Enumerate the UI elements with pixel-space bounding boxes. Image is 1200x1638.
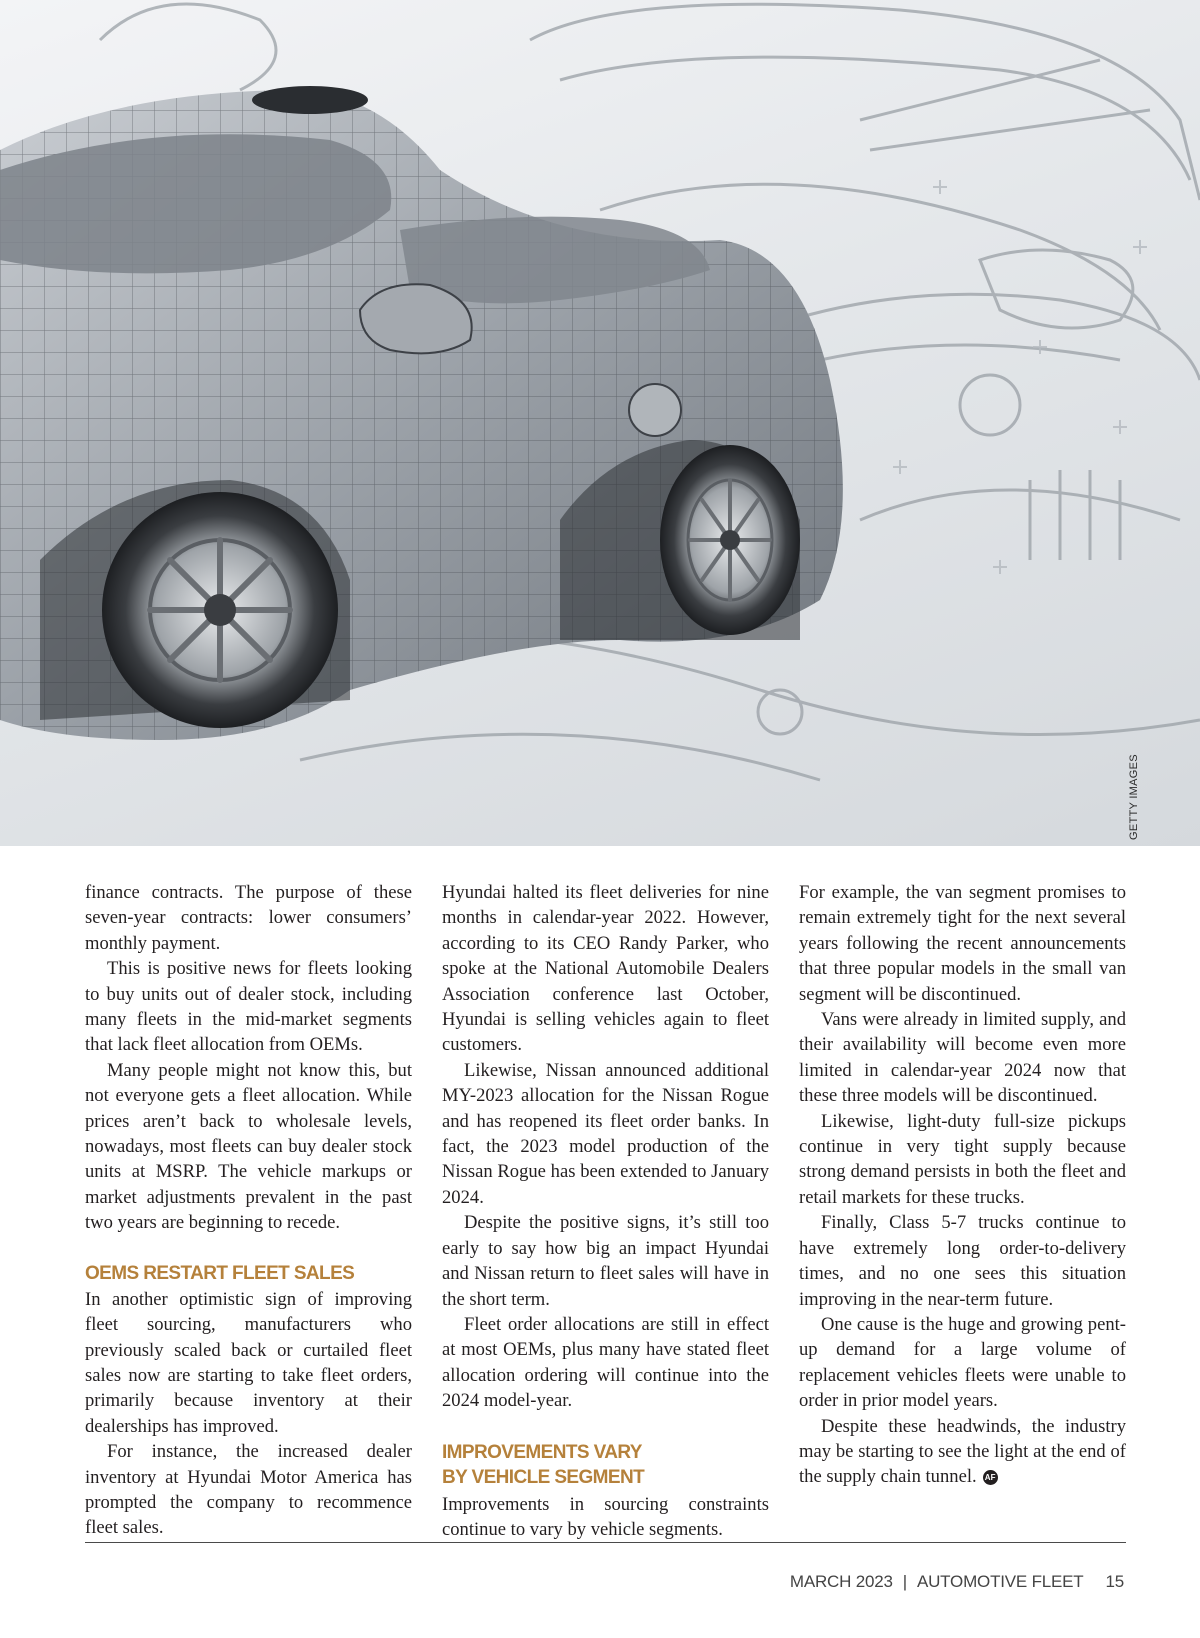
article-column-2 <box>442 880 769 1542</box>
section-heading-line-2: BY VEHICLE SEGMENT <box>442 1466 645 1488</box>
paragraph: This is positive news for fleets looking to buy units out of dealer stock, including many fleets in the mid-market segments that lack fleet allocation from OEMs. <box>85 958 412 1056</box>
paragraph: Likewise, light-duty full-size pickups continue in very tight supply because strong demand persists in both the fleet and retail markets for these trucks. <box>799 1110 1126 1208</box>
paragraph: Vans were already in limited supply, and their availability will become even more limited in calendar-year 2024 now that these three models will be discontinued. <box>799 1009 1126 1107</box>
final-paragraph <box>799 1414 1126 1490</box>
section-heading <box>442 1440 769 1490</box>
paragraph: For example, the van segment promises to remain extremely tight for the next several years following the recent announcements that three popular models in the small van segment will be discontinued. <box>799 882 1126 1005</box>
paragraph: One cause is the huge and growing pent-up demand for a large volume of replacement vehicles fleets were unable to order in prior model years. <box>799 1313 1126 1412</box>
paragraph: Improvements in sourcing constraints continue to vary by vehicle segments. <box>442 1493 769 1540</box>
footer-separator: | <box>902 1572 907 1591</box>
issue-date: MARCH 2023 <box>789 1572 893 1591</box>
footer-divider <box>85 1542 1126 1543</box>
end-of-article-icon: AF <box>983 1470 998 1485</box>
paragraph: Despite the positive signs, it’s still too early to say how big an impact Hyundai and Nissan return to fleet sales will have in the short term. <box>442 1212 769 1310</box>
publication-name: AUTOMOTIVE FLEET <box>916 1572 1084 1591</box>
article-column-3 <box>799 880 1126 1490</box>
paragraph: Fleet order allocations are still in effect at most OEMs, plus many have stated fleet allocation ordering will continue into the 2024 model-year. <box>442 1313 769 1412</box>
page-footer <box>790 1572 1124 1592</box>
section-heading-line-1: IMPROVEMENTS VARY <box>442 1441 642 1463</box>
paragraph: Likewise, Nissan announced additional MY-2023 allocation for the Nissan Rogue and has reopened its fleet order banks. In fact, the 2023 model production of the Nissan Rogue has been extended to January 2024. <box>442 1059 769 1208</box>
paragraph: Finally, Class 5-7 trucks continue to have extremely long order-to-delivery times, and no one sees this situation improving in the near-term future. <box>799 1212 1126 1310</box>
paragraph: Many people might not know this, but not everyone gets a fleet allocation. While prices aren’t back to wholesale levels, nowadays, most fleets can buy dealer stock units at MSRP. The vehicle markups or market adjustments prevalent in the past two years are beginning to recede. <box>85 1059 412 1234</box>
page-number: 15 <box>1105 1572 1124 1591</box>
photo-credit: GETTY IMAGES <box>1128 754 1140 840</box>
paragraph: For instance, the increased dealer inventory at Hyundai Motor America has prompted the company to recommence fleet sales. <box>85 1441 412 1539</box>
paragraph: In another optimistic sign of improving fleet sourcing, manufacturers who previously scaled back or curtailed fleet sales now are starting to take fleet orders, primarily because inventory at their dealerships has improved. <box>85 1288 412 1437</box>
paragraph: finance contracts. The purpose of these seven-year contracts: lower consumers’ monthly payment. <box>85 882 412 954</box>
article-column-1 <box>85 880 412 1541</box>
paragraph-text: Despite these headwinds, the industry may be starting to see the light at the end of the supply chain tunnel. <box>799 1415 1126 1488</box>
section-heading: OEMS RESTART FLEET SALES <box>85 1262 355 1284</box>
paragraph: Hyundai halted its fleet deliveries for nine months in calendar-year 2022. However, according to its CEO Randy Parker, who spoke at the National Automobile Dealers Association conference last October, Hyundai is selling vehicles again to fleet customers. <box>442 882 769 1056</box>
